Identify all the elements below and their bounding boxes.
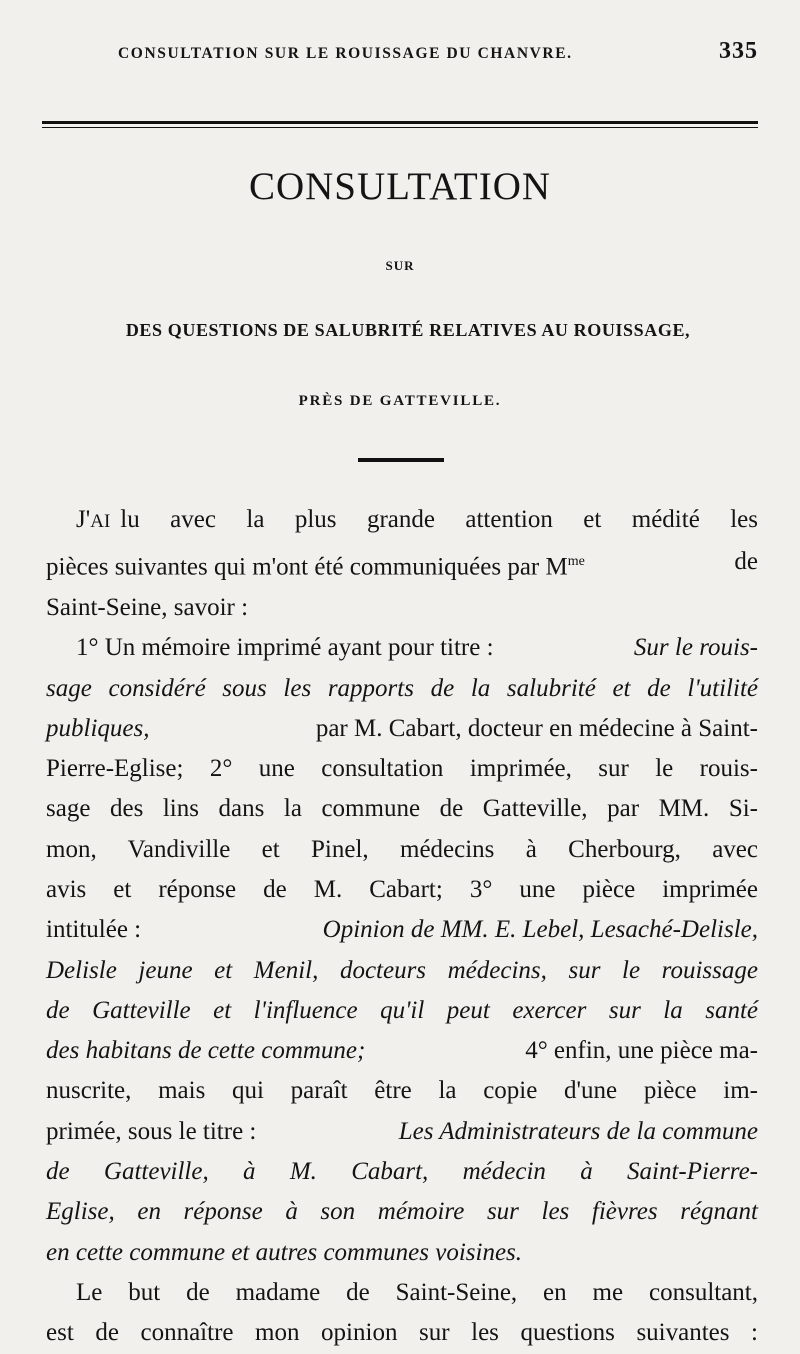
running-title: CONSULTATION SUR LE ROUISSAGE DU CHANVRE.: [118, 45, 573, 62]
text-line: [46, 588, 758, 628]
text-run: Sur le rouis-: [633, 634, 758, 662]
text-run: J'AI: [76, 506, 111, 533]
section-divider: [358, 458, 444, 462]
subtitle-line-2: PRÈS DE GATTEVILLE.: [298, 393, 502, 409]
text-line: [46, 1152, 758, 1192]
page-title: CONSULTATION: [248, 165, 552, 208]
text-run: de Gatteville et l'influence qu'il peut exercer sur la santé: [46, 996, 758, 1024]
text-run: des habitans de cette commune;: [46, 1037, 366, 1065]
text-line: [46, 991, 758, 1031]
text-line: [46, 542, 758, 588]
text-line: [46, 1313, 758, 1353]
text-run: 4° enfin, une pièce ma-: [525, 1037, 758, 1065]
text-run: primée, sous le titre :: [46, 1117, 257, 1145]
text-line: [46, 1233, 758, 1273]
text-line: [46, 1031, 758, 1071]
text-line: [46, 669, 758, 709]
text-line: [46, 1112, 758, 1152]
text-run: en cette commune et autres communes voisines.: [46, 1238, 523, 1266]
text-line: [46, 789, 758, 829]
text-run: Eglise, en réponse à son mémoire sur les fièvres régnant: [46, 1198, 758, 1226]
text-line: [46, 709, 758, 749]
text-run: lu avec la plus grande attention et médité les: [120, 506, 758, 533]
page-number: 335: [719, 38, 758, 64]
text-run: avis et réponse de M. Cabart; 3° une pièce imprimée: [46, 876, 758, 903]
subtitle-line-1: DES QUESTIONS DE SALUBRITÉ RELATIVES AU ROUISSAGE,: [125, 320, 691, 340]
text-line: [46, 870, 758, 910]
text-run: Les Administrateurs de la commune: [398, 1117, 758, 1145]
text-run: par M. Cabart, docteur en médecine à Saint-: [315, 714, 758, 742]
text-run: Le but de madame de Saint-Seine, en me consultant,: [76, 1278, 758, 1306]
running-head: [118, 38, 758, 65]
text-run: 1° Un mémoire imprimé ayant pour titre :: [76, 634, 494, 662]
text-run: intitulée :: [46, 916, 142, 944]
text-line: [46, 500, 758, 542]
text-run: de: [734, 548, 758, 576]
text-run: pièces suivantes qui m'ont été communiquées par $M^{me}$: [46, 553, 585, 581]
text-line: [46, 951, 758, 991]
text-run: publiques,: [46, 714, 150, 742]
text-run: nuscrite, mais qui paraît être la copie d'une pièce im-: [46, 1077, 758, 1105]
header-rule: [42, 121, 758, 128]
text-line: [46, 1192, 758, 1232]
text-run: Opinion de MM. E. Lebel, Lesaché-Delisle,: [322, 916, 758, 944]
text-run: Delisle jeune et Menil, docteurs médecins, sur le rouissage: [46, 956, 758, 984]
text-line: [46, 1071, 758, 1111]
text-run: sage des lins dans la commune de Gatteville, par MM. Si-: [46, 795, 758, 823]
text-line: [46, 830, 758, 870]
text-run: de Gatteville, à M. Cabart, médecin à Saint-Pierre-: [46, 1158, 758, 1186]
body-text: [46, 500, 758, 1354]
text-line: [46, 628, 758, 668]
text-run: Saint-Seine, savoir :: [46, 593, 249, 621]
text-line: [46, 910, 758, 950]
text-run: Pierre-Eglise; 2° une consultation imprimée, sur le rouis-: [46, 755, 758, 783]
text-run: sage considéré sous les rapports de la salubrité et de l'utilité: [46, 674, 758, 702]
title-sur: SUR: [385, 258, 415, 273]
text-run: mon, Vandiville et Pinel, médecins à Cherbourg, avec: [46, 835, 758, 863]
text-run: est de connaître mon opinion sur les questions suivantes :: [46, 1319, 758, 1347]
text-line: [46, 1273, 758, 1313]
text-line: [46, 749, 758, 789]
